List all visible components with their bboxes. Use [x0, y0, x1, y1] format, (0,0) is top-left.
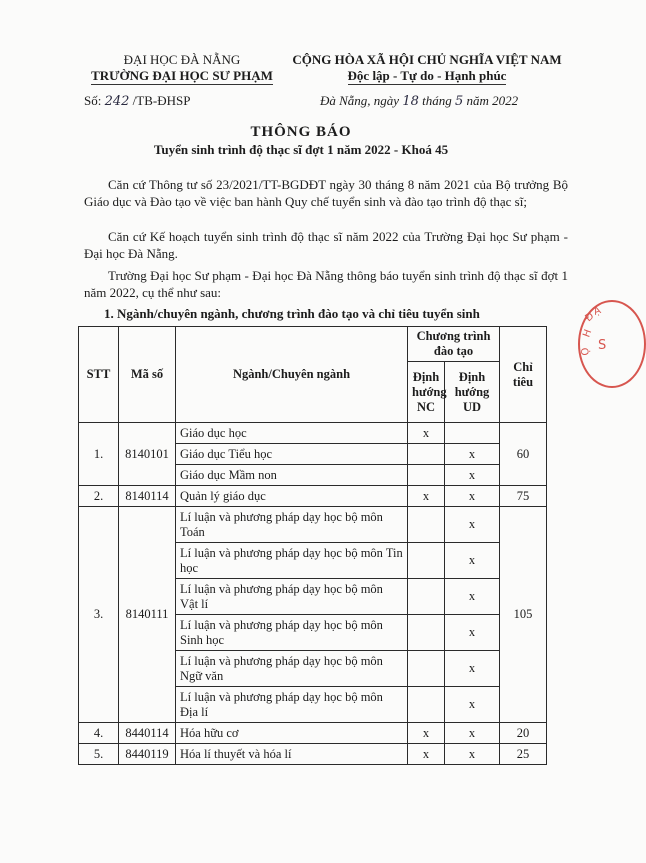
cell-ud: x: [445, 615, 500, 651]
cell-nganh: Lí luận và phương pháp dạy học bộ môn Tin học: [176, 543, 408, 579]
cell-ud: x: [445, 543, 500, 579]
cell-nganh: Hóa hữu cơ: [176, 723, 408, 744]
cell-stt: 5.: [79, 744, 119, 765]
document-title: THÔNG BÁO: [250, 124, 352, 140]
cell-nganh: Lí luận và phương pháp dạy học bộ môn Địa lí: [176, 687, 408, 723]
cell-chi-tieu: 60: [500, 423, 547, 486]
place-date: [320, 93, 518, 109]
cell-nc: [408, 444, 445, 465]
cell-nganh: Quản lý giáo dục: [176, 486, 408, 507]
section-heading: 1. Ngành/chuyên ngành, chương trình đào tạo và chỉ tiêu tuyển sinh: [104, 306, 480, 321]
number-suffix: /TB-ĐHSP: [132, 93, 191, 108]
school-name: TRƯỜNG ĐẠI HỌC SƯ PHẠM: [91, 68, 273, 83]
document-number: [84, 93, 190, 109]
header-chuong-trinh: Chương trình đào tạo: [408, 327, 500, 362]
motto: Độc lập - Tự do - Hạnh phúc: [347, 68, 507, 83]
cell-ud: x: [445, 465, 500, 486]
table-header-row: [79, 327, 547, 362]
cell-ma-so: 8140111: [119, 507, 176, 723]
table-row: [79, 423, 547, 444]
cell-nc: x: [408, 423, 445, 444]
document-subtitle: Tuyển sinh trình độ thạc sĩ đợt 1 năm 2022 - Khoá 45: [153, 142, 449, 157]
paragraph-legal-basis-2: Căn cứ Kế hoạch tuyển sinh trình độ thạc sĩ năm 2022 của Trường Đại học Sư phạm - Đại học Đà Nẵng.: [84, 229, 568, 261]
cell-nganh: Lí luận và phương pháp dạy học bộ môn Sinh học: [176, 615, 408, 651]
year-text: năm 2022: [466, 93, 519, 108]
admission-quota-table: [78, 326, 547, 765]
cell-nc: [408, 615, 445, 651]
cell-ud: x: [445, 507, 500, 543]
nation-name: CỘNG HÒA XÃ HỘI CHỦ NGHĨA VIỆT NAM: [292, 52, 562, 67]
place-date-prefix: Đà Nẵng, ngày: [320, 93, 400, 108]
cell-nganh: Giáo dục Tiểu học: [176, 444, 408, 465]
header-nc: Định hướng NC: [408, 362, 445, 423]
handwritten-month: 5: [455, 94, 464, 109]
cell-nganh: Lí luận và phương pháp dạy học bộ môn Toán: [176, 507, 408, 543]
table-row: [79, 486, 547, 507]
cell-nc: x: [408, 486, 445, 507]
parent-university: ĐẠI HỌC ĐÀ NẴNG: [123, 52, 241, 67]
cell-nc: [408, 465, 445, 486]
header-stt: STT: [79, 327, 119, 423]
month-label: tháng: [422, 93, 452, 108]
cell-nc: x: [408, 744, 445, 765]
cell-nc: x: [408, 723, 445, 744]
cell-chi-tieu: 20: [500, 723, 547, 744]
number-label: Số:: [84, 93, 102, 108]
cell-ma-so: 8140101: [119, 423, 176, 486]
cell-nganh: Lí luận và phương pháp dạy học bộ môn Vật lí: [176, 579, 408, 615]
cell-nc: [408, 507, 445, 543]
cell-chi-tieu: 105: [500, 507, 547, 723]
cell-stt: 2.: [79, 486, 119, 507]
cell-stt: 1.: [79, 423, 119, 486]
institution-header: [72, 52, 292, 85]
cell-ma-so: 8440114: [119, 723, 176, 744]
cell-ud: x: [445, 744, 500, 765]
cell-ud: [445, 423, 500, 444]
cell-ud: x: [445, 723, 500, 744]
national-header: [292, 52, 562, 85]
header-nganh: Ngành/Chuyên ngành: [176, 327, 408, 423]
cell-chi-tieu: 25: [500, 744, 547, 765]
cell-nc: [408, 687, 445, 723]
paragraph-legal-basis-1: Căn cứ Thông tư số 23/2021/TT-BGDĐT ngày 30 tháng 8 năm 2021 của Bộ trưởng Bộ Giáo dục và Đào tạo về việc ban hành Quy chế tuyển sinh và đào tạo trình độ thạc sĩ;: [84, 177, 568, 209]
cell-ma-so: 8440119: [119, 744, 176, 765]
header-chi-tieu: Chỉ tiêu: [500, 327, 547, 423]
cell-nganh: Hóa lí thuyết và hóa lí: [176, 744, 408, 765]
handwritten-day: 18: [402, 94, 419, 109]
cell-nganh: Giáo dục Mầm non: [176, 465, 408, 486]
cell-chi-tieu: 75: [500, 486, 547, 507]
cell-ma-so: 8140114: [119, 486, 176, 507]
cell-ud: x: [445, 444, 500, 465]
header-ma-so: Mã số: [119, 327, 176, 423]
cell-ud: x: [445, 687, 500, 723]
cell-stt: 3.: [79, 507, 119, 723]
table-row: [79, 723, 547, 744]
cell-nganh: Giáo dục học: [176, 423, 408, 444]
table-row: [79, 744, 547, 765]
cell-nc: [408, 579, 445, 615]
table-row: [79, 507, 547, 543]
cell-ud: x: [445, 579, 500, 615]
cell-ud: x: [445, 651, 500, 687]
header-ud: Định hướng UD: [445, 362, 500, 423]
handwritten-number: 242: [104, 94, 130, 109]
paragraph-announcement: Trường Đại học Sư phạm - Đại học Đà Nẵng thông báo tuyển sinh trình độ thạc sĩ đợt 1 năm 2022, cụ thể như sau:: [84, 268, 568, 300]
cell-nc: [408, 543, 445, 579]
cell-nganh: Lí luận và phương pháp dạy học bộ môn Ngữ văn: [176, 651, 408, 687]
official-stamp: Đ Ạ H Ọ S: [578, 300, 646, 388]
cell-nc: [408, 651, 445, 687]
cell-stt: 4.: [79, 723, 119, 744]
cell-ud: x: [445, 486, 500, 507]
